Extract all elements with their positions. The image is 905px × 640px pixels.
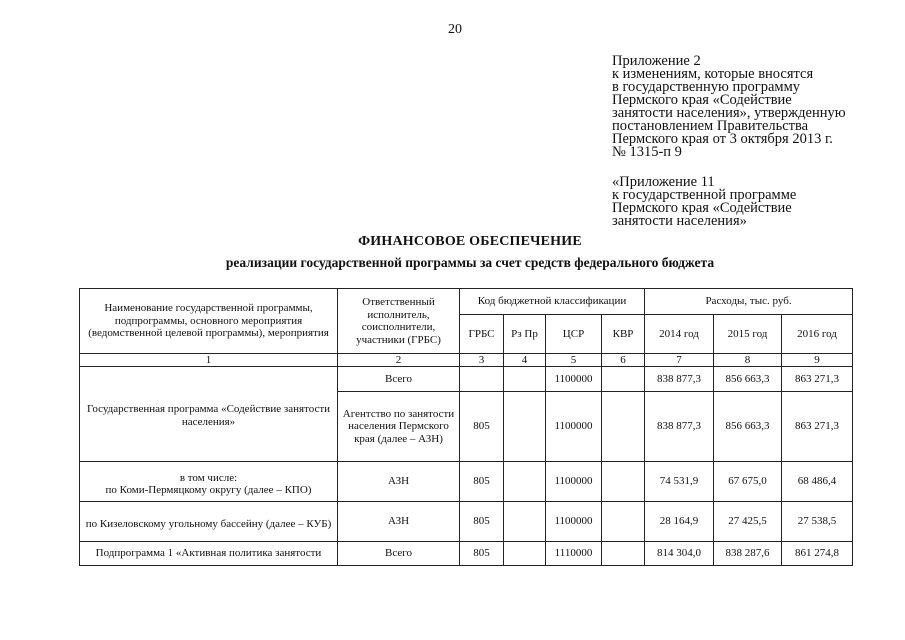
row-value-2016: 68 486,4 (782, 462, 853, 502)
header-2014: 2014 год (645, 315, 714, 354)
row-kvr (602, 542, 645, 566)
row-name: в том числе: по Коми-Пермяцкому округу (далее – КПО) (80, 462, 338, 502)
column-number: 2 (338, 354, 460, 367)
header-kvr: КВР (602, 315, 645, 354)
appendix-line: Пермского края «Содействие (612, 92, 792, 108)
column-number: 9 (782, 354, 853, 367)
table-row (80, 462, 853, 502)
row-name: Государственная программа «Содействие занятости населения» (80, 367, 338, 462)
document-title: ФИНАНСОВОЕ ОБЕСПЕЧЕНИЕ (358, 234, 582, 249)
row-value-2016: 861 274,8 (782, 542, 853, 566)
header-csr: ЦСР (546, 315, 602, 354)
appendix-line: в государственную программу (612, 79, 801, 95)
row-csr: 1110000 (546, 542, 602, 566)
header-expenses-group: Расходы, тыс. руб. (645, 289, 853, 315)
row-grbs: 805 (460, 502, 504, 542)
table-row (80, 542, 853, 566)
table-row (80, 367, 853, 392)
appendix-line: постановлением Правительства (612, 118, 809, 134)
appendix-block (612, 55, 892, 228)
row-value-2014: 74 531,9 (645, 462, 714, 502)
row-value-2015: 27 425,5 (714, 502, 782, 542)
row-grbs (460, 367, 504, 392)
column-number: 1 (80, 354, 338, 367)
budget-table (79, 288, 853, 566)
header-row (80, 289, 853, 315)
row-value-2014: 28 164,9 (645, 502, 714, 542)
header-2015: 2015 год (714, 315, 782, 354)
column-number: 3 (460, 354, 504, 367)
row-grbs: 805 (460, 392, 504, 462)
row-kvr (602, 462, 645, 502)
row-executor: Всего (338, 367, 460, 392)
appendix-sub-line: занятости населения» (612, 213, 747, 229)
row-kvr (602, 367, 645, 392)
table-row (80, 502, 853, 542)
document-subtitle: реализации государственной программы за счет средств федерального бюджета (225, 255, 715, 270)
appendix-line: № 1315-п 9 (612, 144, 682, 160)
row-executor: АЗН (338, 502, 460, 542)
row-executor: Агентство по занятости населения Пермского края (далее – АЗН) (338, 392, 460, 462)
row-rzpr (504, 367, 546, 392)
appendix-sub-line: Пермского края «Содействие (612, 200, 792, 216)
row-grbs: 805 (460, 462, 504, 502)
header-grbs: ГРБС (460, 315, 504, 354)
appendix-sub-line: к государственной программе (612, 187, 797, 203)
header-rzpr: Рз Пр (504, 315, 546, 354)
row-value-2014: 838 877,3 (645, 392, 714, 462)
row-value-2016: 863 271,3 (782, 367, 853, 392)
row-value-2015: 67 675,0 (714, 462, 782, 502)
appendix-line: к изменениям, которые вносятся (612, 66, 814, 82)
row-value-2014: 838 877,3 (645, 367, 714, 392)
row-kvr (602, 502, 645, 542)
column-number: 7 (645, 354, 714, 367)
row-executor: Всего (338, 542, 460, 566)
column-number: 8 (714, 354, 782, 367)
row-value-2015: 838 287,6 (714, 542, 782, 566)
row-rzpr (504, 502, 546, 542)
row-kvr (602, 392, 645, 462)
row-rzpr (504, 462, 546, 502)
column-number: 6 (602, 354, 645, 367)
appendix-sub-line: «Приложение 11 (612, 174, 715, 190)
row-value-2016: 27 538,5 (782, 502, 853, 542)
row-csr: 1100000 (546, 392, 602, 462)
row-value-2016: 863 271,3 (782, 392, 853, 462)
row-executor: АЗН (338, 462, 460, 502)
row-name: по Кизеловскому угольному бассейну (далее – КУБ) (80, 502, 338, 542)
row-name: Подпрограмма 1 «Активная политика занятости (80, 542, 338, 566)
column-numbers-row (80, 354, 853, 367)
header-name: Наименование государственной программы, подпрограммы, основного мероприятия (ведомственной целевой программы), мероприятия (80, 289, 338, 354)
row-rzpr (504, 542, 546, 566)
header-executor: Ответственный исполнитель, соисполнители, участники (ГРБС) (338, 289, 460, 354)
header-code-group: Код бюджетной классификации (460, 289, 645, 315)
column-number: 5 (546, 354, 602, 367)
row-value-2014: 814 304,0 (645, 542, 714, 566)
row-csr: 1100000 (546, 462, 602, 502)
row-value-2015: 856 663,3 (714, 367, 782, 392)
appendix-line: Пермского края от 3 октября 2013 г. (612, 131, 833, 147)
row-grbs: 805 (460, 542, 504, 566)
row-csr: 1100000 (546, 502, 602, 542)
header-2016: 2016 год (782, 315, 853, 354)
row-csr: 1100000 (546, 367, 602, 392)
row-value-2015: 856 663,3 (714, 392, 782, 462)
row-rzpr (504, 392, 546, 462)
page-number: 20 (448, 22, 462, 37)
appendix-line: Приложение 2 (612, 53, 701, 69)
column-number: 4 (504, 354, 546, 367)
appendix-line: занятости населения», утвержденную (612, 105, 846, 121)
